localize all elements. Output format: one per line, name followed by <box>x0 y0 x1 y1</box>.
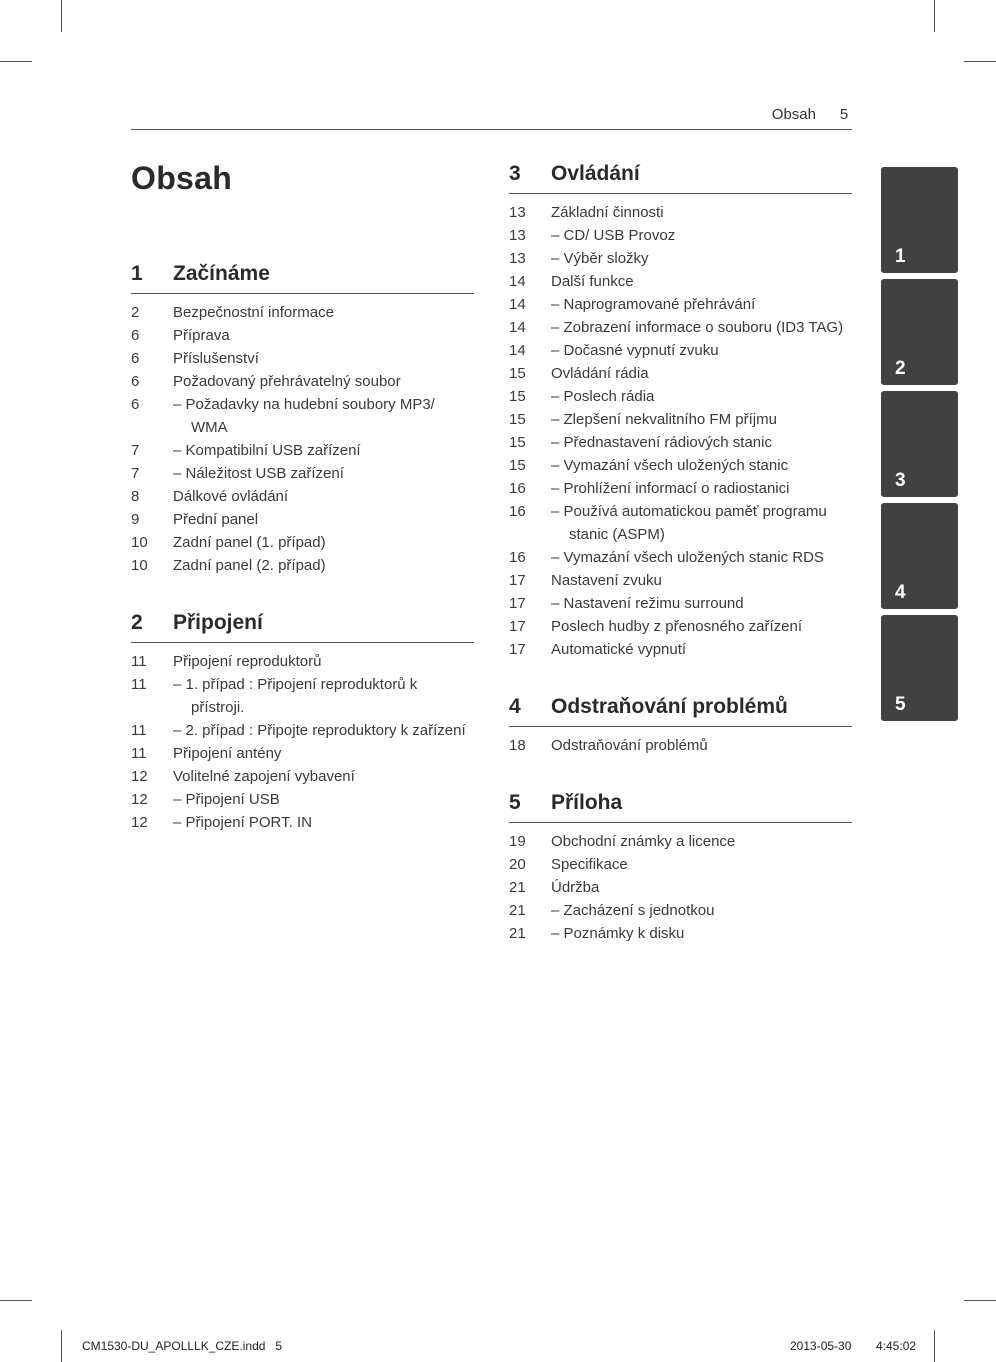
crop-mark <box>934 1330 935 1362</box>
toc-entry-text: Příprava <box>173 327 230 344</box>
toc-entry[interactable] <box>509 592 852 615</box>
toc-entry[interactable] <box>131 742 474 765</box>
section-title: Připojení <box>173 611 263 634</box>
toc-entry-page: 12 <box>131 791 148 808</box>
toc-entry-page: 15 <box>509 365 526 382</box>
toc-entry[interactable] <box>509 385 852 408</box>
toc-entry-text: – Nastavení režimu surround <box>551 595 744 612</box>
toc-entry-text: Zadní panel (2. případ) <box>173 557 326 574</box>
toc-entry-list <box>509 734 852 757</box>
toc-entry-page: 11 <box>131 745 147 762</box>
footer-time: 4:45:02 <box>876 1339 917 1353</box>
toc-entry-text: Připojení antény <box>173 745 282 762</box>
toc-entry-page: 11 <box>131 722 147 739</box>
toc-entry-list <box>509 201 852 661</box>
crop-mark <box>0 1300 32 1301</box>
toc-entry[interactable] <box>509 546 852 569</box>
toc-entry-page: 17 <box>509 595 526 612</box>
toc-entry-page: 10 <box>131 534 148 551</box>
toc-entry-page: 13 <box>509 250 526 267</box>
toc-entry-text: – Vymazání všech uložených stanic RDS <box>551 549 824 566</box>
toc-entry-text: Další funkce <box>551 273 634 290</box>
footer-filename: CM1530-DU_APOLLLK_CZE.indd 5 <box>82 1339 283 1353</box>
toc-entry-text: – CD/ USB Provoz <box>551 227 676 244</box>
toc-entry-text: – Prohlížení informací o radiostanici <box>551 480 790 497</box>
toc-entry-text: – Zacházení s jednotkou <box>551 902 715 919</box>
crop-mark <box>964 61 996 62</box>
toc-entry-page: 16 <box>509 549 526 566</box>
toc-entry-page: 15 <box>509 388 526 405</box>
toc-entry[interactable] <box>509 853 852 876</box>
toc-entry[interactable] <box>131 370 474 393</box>
toc-entry-text: – Zobrazení informace o souboru (ID3 TAG) <box>551 319 844 336</box>
section-number: 4 <box>509 695 521 718</box>
toc-entry-text: Základní činnosti <box>551 204 664 221</box>
toc-entry-page: 16 <box>509 480 526 497</box>
toc-entry-page: 18 <box>509 737 526 754</box>
toc-entry-page: 10 <box>131 557 148 574</box>
crop-mark <box>61 0 62 32</box>
toc-entry[interactable] <box>131 439 474 462</box>
toc-entry-page: 14 <box>509 296 526 313</box>
chapter-tab-label: 3 <box>895 470 906 491</box>
toc-entry-page: 9 <box>131 511 140 528</box>
toc-entry-page: 12 <box>131 814 148 831</box>
toc-section <box>509 162 852 661</box>
toc-entry[interactable] <box>509 876 852 899</box>
toc-entry-text: – Připojení USB <box>173 791 280 808</box>
toc-entry[interactable] <box>131 393 474 439</box>
toc-entry-text: – Poznámky k disku <box>551 925 685 942</box>
toc-entry-text: Obchodní známky a licence <box>551 833 736 850</box>
page-number: 5 <box>839 106 849 123</box>
toc-entry-text: – Připojení PORT. IN <box>173 814 312 831</box>
toc-entry-page: 17 <box>509 618 526 635</box>
toc-entry[interactable] <box>509 431 852 454</box>
toc-entry[interactable] <box>509 922 852 945</box>
toc-entry-page: 6 <box>131 373 140 390</box>
toc-entry-page: 19 <box>509 833 526 850</box>
toc-entry-page: 16 <box>509 503 526 520</box>
toc-entry-page: 13 <box>509 204 526 221</box>
toc-entry[interactable] <box>509 638 852 661</box>
toc-entry-page: 15 <box>509 457 526 474</box>
section-number: 3 <box>509 162 521 185</box>
toc-entry-page: 17 <box>509 572 526 589</box>
toc-entry[interactable] <box>131 508 474 531</box>
section-title: Odstraňování problémů <box>551 695 788 718</box>
toc-entry-page: 2 <box>131 304 140 321</box>
toc-entry-text: – Požadavky na hudební soubory MP3/ WMA <box>173 396 435 436</box>
toc-entry-text: Specifikace <box>551 856 628 873</box>
toc-entry-text: Připojení reproduktorů <box>173 653 322 670</box>
toc-entry-page: 15 <box>509 434 526 451</box>
toc-entry-text: – Naprogramované přehrávání <box>551 296 756 313</box>
toc-entry-page: 8 <box>131 488 140 505</box>
toc-entry[interactable] <box>509 270 852 293</box>
toc-column-right <box>509 162 852 979</box>
toc-entry[interactable] <box>509 247 852 270</box>
toc-entry-text: Volitelné zapojení vybavení <box>173 768 355 785</box>
toc-entry-page: 13 <box>509 227 526 244</box>
toc-entry-page: 14 <box>509 319 526 336</box>
toc-entry-text: – Vymazání všech uložených stanic <box>551 457 789 474</box>
toc-entry-text: – Výběr složky <box>551 250 649 267</box>
toc-entry[interactable] <box>131 650 474 673</box>
toc-entry[interactable] <box>131 301 474 324</box>
toc-entry-page: 11 <box>131 653 147 670</box>
toc-entry[interactable] <box>131 811 474 834</box>
toc-entry[interactable] <box>509 293 852 316</box>
crop-mark <box>964 1300 996 1301</box>
toc-section <box>509 695 852 757</box>
toc-entry-list <box>131 650 474 834</box>
chapter-tab-3[interactable] <box>881 391 958 497</box>
chapter-tab-5[interactable] <box>881 615 958 721</box>
toc-entry-text: – 1. případ : Připojení reproduktorů k přístroji. <box>173 676 418 716</box>
toc-entry-text: – Zlepšení nekvalitního FM příjmu <box>551 411 777 428</box>
page-title: Obsah <box>131 160 233 196</box>
chapter-tab-label: 2 <box>895 358 906 379</box>
toc-entry-text: – Dočasné vypnutí zvuku <box>551 342 719 359</box>
footer-date: 2013-05-30 <box>790 1339 852 1353</box>
toc-entry-text: Příslušenství <box>173 350 259 367</box>
toc-entry-list <box>509 830 852 945</box>
toc-entry[interactable] <box>509 316 852 339</box>
section-number: 2 <box>131 611 143 634</box>
running-header-title: Obsah <box>771 106 816 123</box>
chapter-tab-4[interactable] <box>881 503 958 609</box>
chapter-tab-label: 1 <box>895 246 906 267</box>
toc-entry[interactable] <box>131 324 474 347</box>
section-number: 5 <box>509 791 521 814</box>
toc-entry[interactable] <box>509 224 852 247</box>
toc-entry-text: Zadní panel (1. případ) <box>173 534 326 551</box>
section-title: Příloha <box>551 791 623 814</box>
toc-entry-page: 7 <box>131 465 140 482</box>
toc-entry[interactable] <box>509 201 852 224</box>
toc-entry-text: Údržba <box>551 879 600 896</box>
crop-mark <box>0 61 32 62</box>
toc-entry-text: – Kompatibilní USB zařízení <box>173 442 361 459</box>
toc-entry-text: Odstraňování problémů <box>551 737 708 754</box>
toc-entry[interactable] <box>509 615 852 638</box>
toc-entry-page: 6 <box>131 350 140 367</box>
header-rule <box>131 129 852 130</box>
toc-entry[interactable] <box>509 339 852 362</box>
toc-entry-page: 14 <box>509 342 526 359</box>
toc-entry-page: 17 <box>509 641 526 658</box>
toc-entry-page: 6 <box>131 327 140 344</box>
toc-entry-text: Přední panel <box>173 511 259 528</box>
section-title: Začínáme <box>173 262 270 285</box>
toc-entry-text: Dálkové ovládání <box>173 488 289 505</box>
toc-entry-text: Automatické vypnutí <box>551 641 687 658</box>
section-number: 1 <box>131 262 143 285</box>
toc-entry[interactable] <box>131 485 474 508</box>
toc-entry[interactable] <box>509 734 852 757</box>
toc-entry-text: Ovládání rádia <box>551 365 649 382</box>
toc-entry[interactable] <box>131 554 474 577</box>
toc-entry[interactable] <box>509 899 852 922</box>
toc-entry[interactable] <box>509 830 852 853</box>
section-heading[interactable] <box>131 611 474 643</box>
toc-entry[interactable] <box>509 362 852 385</box>
toc-entry-page: 7 <box>131 442 140 459</box>
toc-entry[interactable] <box>131 347 474 370</box>
toc-section <box>131 262 474 577</box>
section-heading[interactable] <box>509 791 852 823</box>
toc-section <box>509 791 852 945</box>
section-heading[interactable] <box>131 262 474 294</box>
chapter-tab-label: 4 <box>895 582 906 603</box>
toc-entry[interactable] <box>131 673 474 719</box>
toc-entry-page: 21 <box>509 879 526 896</box>
toc-entry[interactable] <box>131 462 474 485</box>
chapter-tab-label: 5 <box>895 694 906 715</box>
toc-entry-page: 20 <box>509 856 526 873</box>
toc-entry[interactable] <box>509 500 852 546</box>
section-title: Ovládání <box>551 162 640 185</box>
chapter-tab-2[interactable] <box>881 279 958 385</box>
toc-entry-text: – Náležitost USB zařízení <box>173 465 344 482</box>
toc-entry-page: 14 <box>509 273 526 290</box>
toc-entry-text: Poslech hudby z přenosného zařízení <box>551 618 802 635</box>
toc-entry-text: – Poslech rádia <box>551 388 655 405</box>
toc-entry-text: – Používá automatickou paměť programu stanic (ASPM) <box>551 503 827 543</box>
toc-entry-text: Nastavení zvuku <box>551 572 662 589</box>
toc-entry-text: Požadovaný přehrávatelný soubor <box>173 373 401 390</box>
section-heading[interactable] <box>509 695 852 727</box>
chapter-tab-1[interactable] <box>881 167 958 273</box>
toc-entry-page: 15 <box>509 411 526 428</box>
toc-entry[interactable] <box>131 531 474 554</box>
toc-entry[interactable] <box>131 765 474 788</box>
toc-column-left <box>131 262 474 868</box>
toc-entry[interactable] <box>509 477 852 500</box>
toc-entry-page: 12 <box>131 768 148 785</box>
toc-entry-list <box>131 301 474 577</box>
toc-entry[interactable] <box>509 408 852 431</box>
toc-section <box>131 611 474 834</box>
toc-entry[interactable] <box>131 788 474 811</box>
toc-entry[interactable] <box>131 719 474 742</box>
toc-entry-page: 6 <box>131 396 140 413</box>
crop-mark <box>61 1330 62 1362</box>
toc-entry-text: – Přednastavení rádiových stanic <box>551 434 772 451</box>
toc-entry[interactable] <box>509 454 852 477</box>
toc-entry-text: Bezpečnostní informace <box>173 304 334 321</box>
toc-entry[interactable] <box>509 569 852 592</box>
toc-entry-page: 21 <box>509 902 526 919</box>
crop-mark <box>934 0 935 32</box>
toc-entry-text: – 2. případ : Připojte reproduktory k zařízení <box>173 722 466 739</box>
toc-entry-page: 11 <box>131 676 147 693</box>
toc-entry-page: 21 <box>509 925 526 942</box>
section-heading[interactable] <box>509 162 852 194</box>
